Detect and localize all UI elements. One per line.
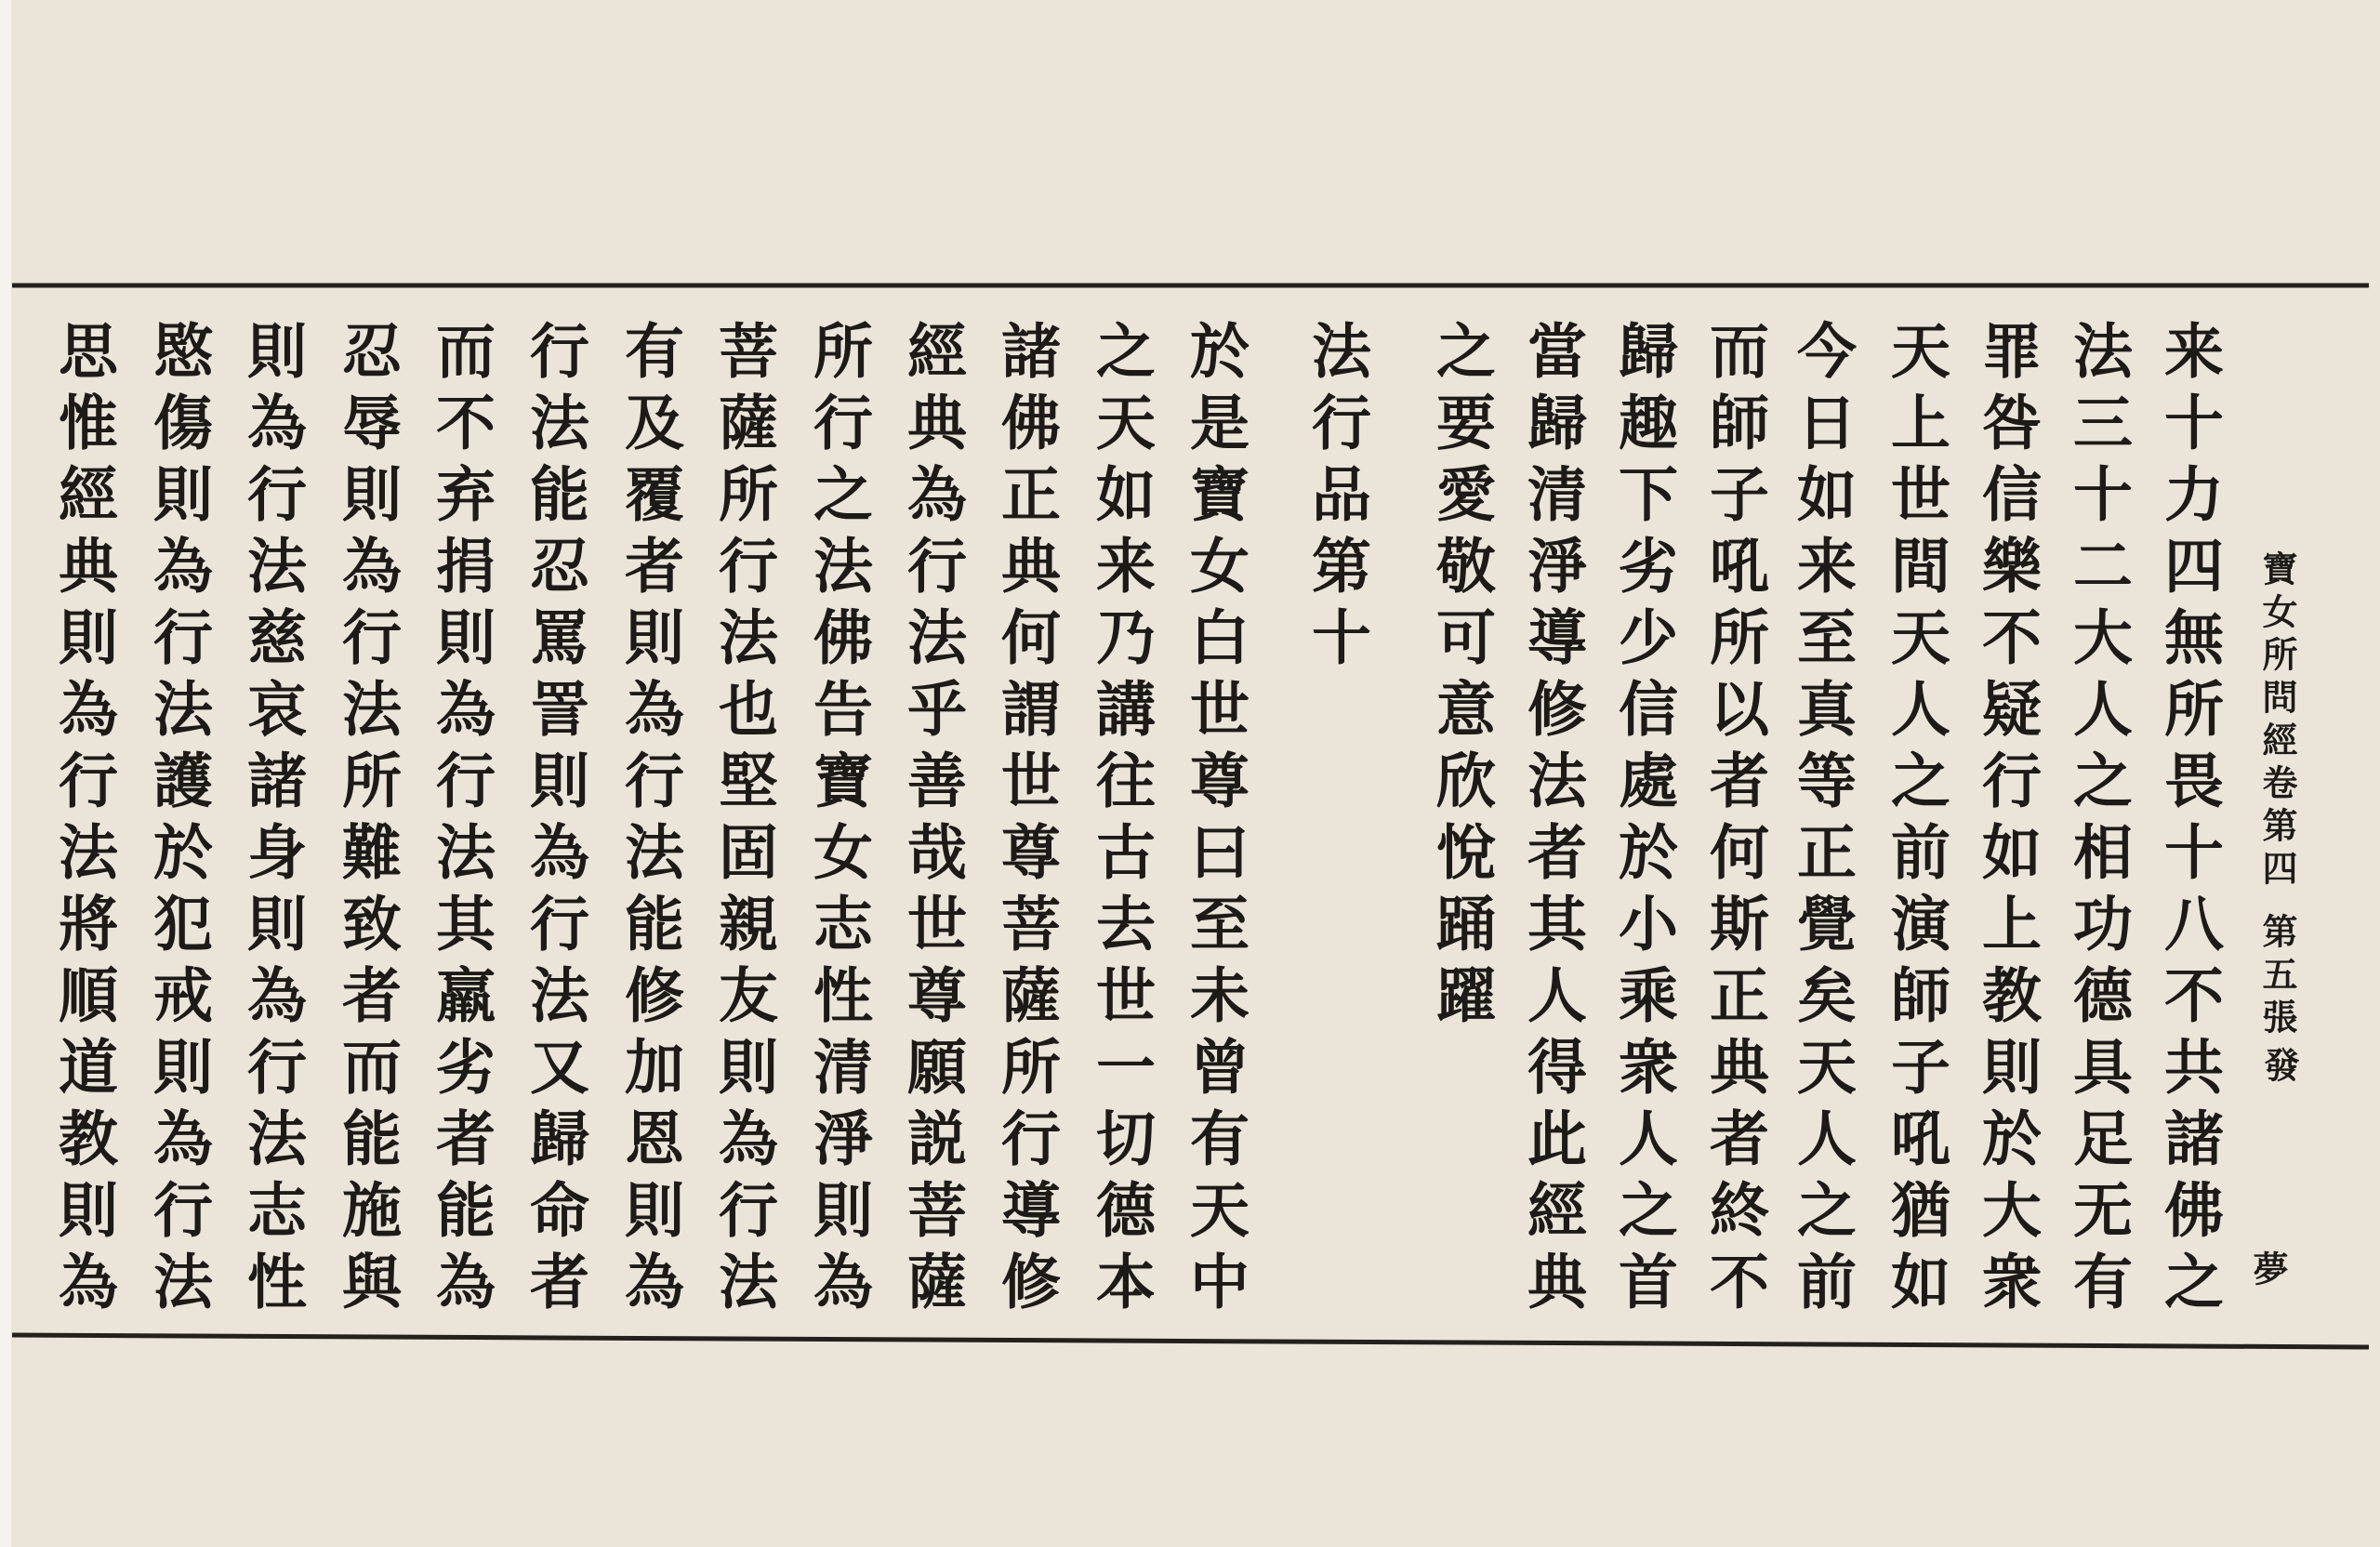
chapter-heading: 法行品第十: [1302, 320, 1371, 678]
margin-page-number: 第五張: [2256, 913, 2298, 1041]
text-column: 愍傷則為行法護於犯戒則為行法: [143, 320, 213, 1322]
text-column: 而不弃捐則為行法其羸劣者能為: [426, 320, 496, 1322]
text-column: 有及覆者則為行法能修加恩則為: [615, 320, 684, 1322]
text-column: 歸趣下劣少信處於小乘衆人之首: [1608, 320, 1678, 1322]
text-column: 罪咎信樂不疑行如上教則於大衆: [1972, 320, 2042, 1322]
text-column: 諸佛正典何謂世尊菩薩所行導修: [991, 320, 1061, 1322]
text-column: 忍辱則為行法所難致者而能施與: [332, 320, 402, 1322]
text-column: 經典為行法乎善哉世尊願説菩薩: [897, 320, 967, 1322]
text-column: 天上世間天人之前演師子吼猶如: [1881, 320, 1950, 1322]
text-column: 思惟經典則為行法將順道教則為: [48, 320, 118, 1322]
text-column: 於是寶女白世尊曰至未曾有天中: [1180, 320, 1250, 1322]
margin-mark: 發: [2258, 1047, 2300, 1090]
text-column: 来十力四無所畏十八不共諸佛之: [2154, 320, 2224, 1322]
margin-carver-mark: 夢: [2247, 1250, 2289, 1293]
text-column: 法三十二大人之相功德具足无有: [2063, 320, 2133, 1322]
text-column: 而師子吼所以者何斯正典者終不: [1699, 320, 1769, 1322]
text-column: 行法能忍罵詈則為行法又歸命者: [520, 320, 589, 1322]
text-column: 菩薩所行法也堅固親友則為行法: [708, 320, 778, 1322]
text-column: 今日如来至真等正覺矣天人之前: [1787, 320, 1857, 1322]
text-column: 之天如来乃講往古去世一切德本: [1086, 320, 1156, 1322]
text-column: 之要愛敬可意欣悅踊躍: [1426, 320, 1496, 1036]
text-column: 所行之法佛告寶女志性清淨則為: [803, 320, 873, 1322]
bottom-border-rule: [12, 1335, 2369, 1347]
margin-sutra-title: 寶女所問經卷第四: [2256, 550, 2298, 892]
text-column: 當歸清淨導修法者其人得此經典: [1517, 320, 1587, 1322]
text-column: 則為行法慈哀諸身則為行法志性: [237, 320, 307, 1322]
